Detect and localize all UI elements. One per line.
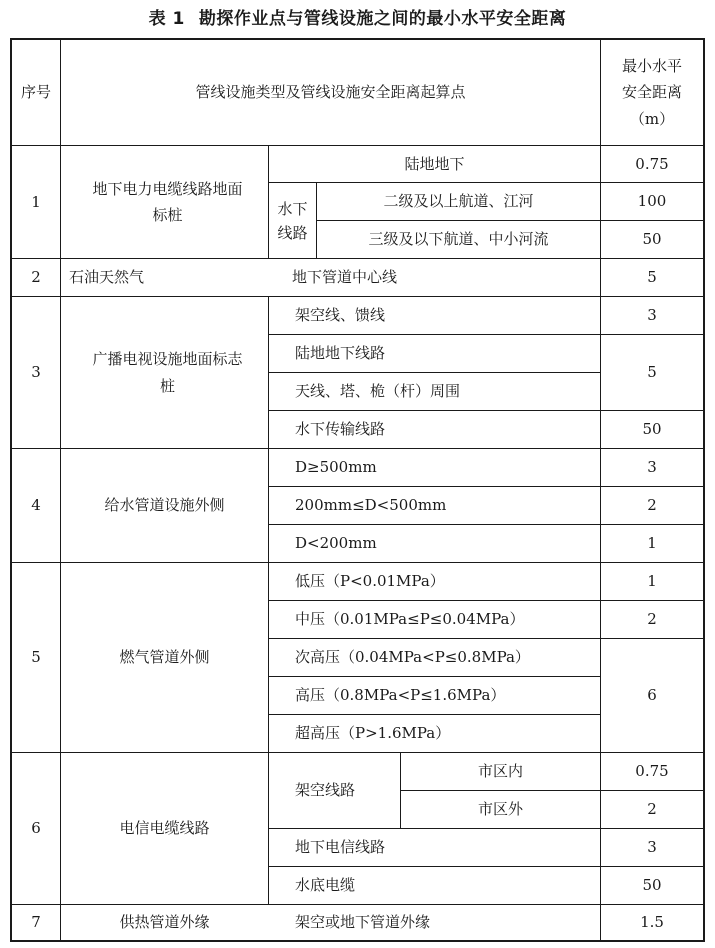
row-4-item-a-distance: 3: [647, 458, 657, 477]
header-type: 管线设施类型及管线设施安全距离起算点: [195, 83, 466, 102]
row-5-item-f: 超高压（P>1.6MPa）: [295, 724, 451, 743]
row-3-item-e: 水下传输线路: [295, 420, 386, 439]
row-5-facility: 燃气管道外侧: [119, 648, 210, 667]
row-4-item-b-distance: 2: [647, 496, 657, 515]
row-6-in-city: 市区内: [477, 762, 523, 781]
row-5-item-c: 次高压（0.04MPa<P≤0.8MPa）: [295, 648, 530, 667]
row-3-item-a: 架空线、馈线: [295, 306, 386, 325]
row-4-item-c: D<200mm: [295, 534, 377, 553]
row-7-facility: 供热管道外缘: [119, 913, 210, 932]
row-4-seq: 4: [31, 496, 41, 515]
row-1-water-major-distance: 100: [637, 192, 667, 211]
row-1-land: 陆地地下: [404, 154, 465, 173]
row-5-seq: 5: [31, 648, 41, 667]
row-6-seq: 6: [31, 819, 41, 838]
row-4-item-c-distance: 1: [647, 534, 657, 553]
row-5-item-e: 高压（0.8MPa<P≤1.6MPa）: [295, 686, 506, 705]
row-4-item-a: D≥500mm: [295, 458, 377, 477]
row-6-overhead: 架空线路: [295, 781, 356, 800]
row-5-item-b: 中压（0.01MPa≤P≤0.04MPa）: [295, 610, 525, 629]
row-5-item-a-distance: 1: [647, 572, 657, 591]
header-distance: 最小水平安全距离（m）: [621, 57, 682, 128]
row-1-seq: 1: [31, 192, 41, 211]
row-6-subsea-distance: 50: [642, 876, 662, 895]
row-6-facility: 电信电缆线路: [119, 819, 210, 838]
row-3-item-a-distance: 3: [647, 306, 657, 325]
row-6-out-city-distance: 2: [647, 800, 657, 819]
row-3-item-bc-distance: 5: [647, 363, 657, 382]
row-1-land-distance: 0.75: [635, 154, 669, 173]
row-3-item-e-distance: 50: [642, 420, 662, 439]
row-3-seq: 3: [31, 363, 41, 382]
row-6-subsea: 水底电缆: [295, 876, 356, 895]
row-7-point: 架空或地下管道外缘: [295, 913, 431, 932]
header-seq: 序号: [20, 83, 51, 102]
table-rule: [703, 38, 705, 942]
row-1-facility: 地下电力电缆线路地面标桩: [92, 179, 243, 224]
row-2-facility: 石油天然气: [69, 268, 145, 287]
row-7-distance: 1.5: [640, 913, 664, 932]
table-number: 表 1: [148, 9, 185, 29]
row-3-item-b: 陆地地下线路: [295, 344, 386, 363]
row-1-water: 水下线路: [277, 199, 308, 242]
row-5-item-a: 低压（P<0.01MPa）: [295, 572, 445, 591]
table-title: [0, 4, 715, 29]
row-6-underground-distance: 3: [647, 838, 657, 857]
row-2-distance: 5: [647, 268, 657, 287]
row-2-seq: 2: [31, 268, 41, 287]
row-1-water-minor: 三级及以下航道、中小河流: [368, 230, 549, 249]
row-7-seq: 7: [31, 913, 41, 932]
row-6-out-city: 市区外: [477, 800, 523, 819]
row-3-item-c: 天线、塔、桅（杆）周围: [295, 382, 461, 401]
row-1-water-minor-distance: 50: [642, 230, 662, 249]
row-2-point: 地下管道中心线: [292, 268, 398, 287]
table-caption: 勘探作业点与管线设施之间的最小水平安全距离: [198, 9, 567, 29]
row-3-facility: 广播电视设施地面标志桩: [92, 350, 243, 395]
row-6-underground: 地下电信线路: [295, 838, 386, 857]
row-1-water-major: 二级及以上航道、江河: [383, 192, 534, 211]
row-6-in-city-distance: 0.75: [635, 762, 669, 781]
row-4-item-b: 200mm≤D<500mm: [295, 496, 447, 515]
row-5-item-cef-distance: 6: [647, 686, 657, 705]
row-4-facility: 给水管道设施外侧: [104, 496, 225, 515]
row-5-item-b-distance: 2: [647, 610, 657, 629]
